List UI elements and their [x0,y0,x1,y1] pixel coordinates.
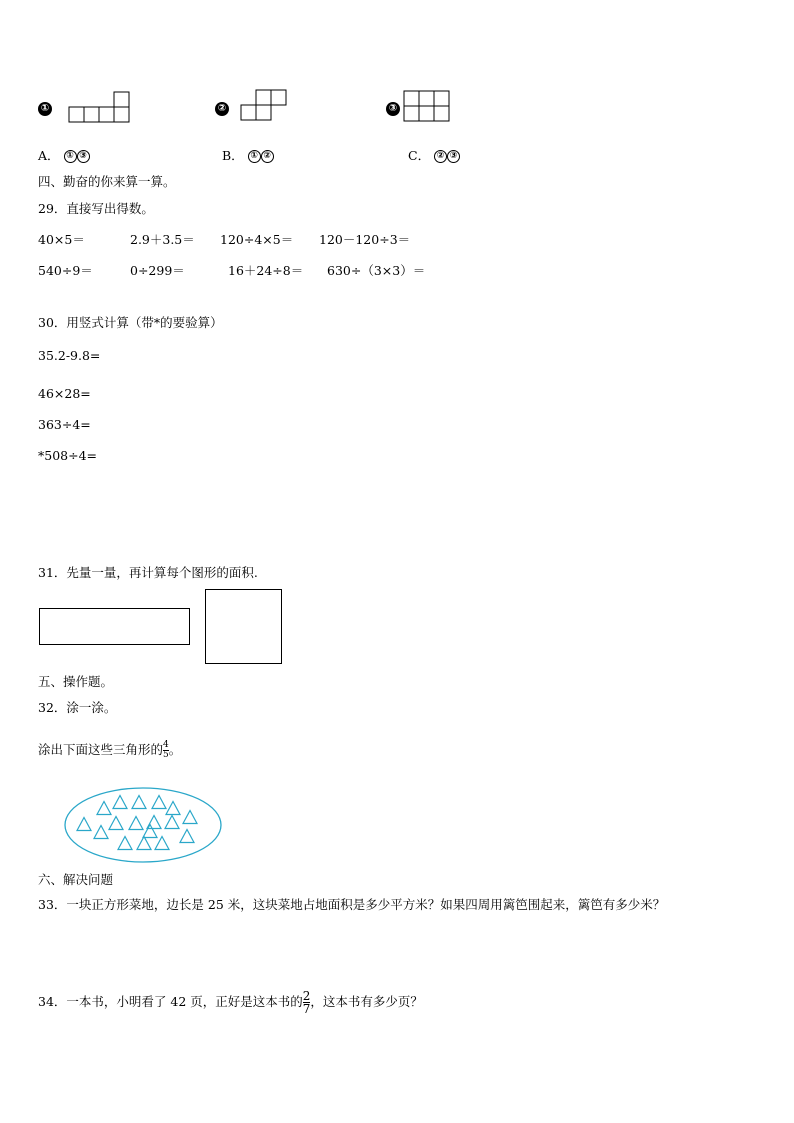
triangle-shape[interactable] [97,802,111,815]
triangle-shape[interactable] [155,837,169,850]
q29-r1-c3: 120÷4×5＝ [220,232,294,247]
option-c-mark-1: ② [434,150,447,163]
triangle-shape[interactable] [180,830,194,843]
triangle-shape[interactable] [183,811,197,824]
q30-title: 30．用竖式计算（带*的要验算） [38,315,223,330]
option-c[interactable]: C． ② ③ [408,146,460,164]
q30-item-2: 46×28= [38,386,91,401]
q31-title: 31．先量一量，再计算每个图形的面积. [38,565,258,580]
triangle-shape[interactable] [113,796,127,809]
q30-item-4: *508÷4= [38,448,98,463]
triangle-shape[interactable] [137,837,151,850]
q29-r2-c1: 540÷9＝ [38,263,93,278]
figure-3-label: ③ [386,100,400,116]
q29-r2-c3: 16＋24÷8＝ [228,263,304,278]
option-b-mark-1: ① [248,150,261,163]
figure-2-label: ② [215,100,229,116]
figure-3-squares [403,90,453,124]
square-shape [205,589,282,664]
q29-r1-c4: 120－120÷3＝ [319,232,411,247]
triangle-shape[interactable] [129,817,143,830]
q30-item-1: 35.2‐9.8= [38,348,101,363]
q30-item-3: 363÷4= [38,417,91,432]
rectangle-shape [39,608,190,645]
q29-r1-c1: 40×5＝ [38,232,85,247]
q34-fraction: $\frac{2}{7}$ [302,989,311,1016]
figure-2-squares [240,89,290,123]
triangle-shape[interactable] [166,802,180,815]
option-a[interactable]: A． ① ③ [38,146,90,164]
q33-text: 33．一块正方形菜地，边长是 25 米，这块菜地占地面积是多少平方米？如果四周用篱笆围起来，篱笆有多少米？ [38,897,666,912]
q32-title: 32．涂一涂。 [38,700,117,715]
option-b-mark-2: ② [261,150,274,163]
triangle-shape[interactable] [165,816,179,829]
triangle-shape[interactable] [77,818,91,831]
option-a-mark-2: ③ [77,150,90,163]
option-b[interactable]: B． ① ② [222,146,274,164]
q29-r1-c2: 2.9＋3.5＝ [130,232,195,247]
figure-1-squares [68,91,132,123]
q29-title: 29．直接写出得数。 [38,201,154,216]
option-c-mark-2: ③ [447,150,460,163]
q29-r2-c4: 630÷（3×3）＝ [327,263,426,278]
triangles-ellipse [64,786,224,864]
triangle-shape[interactable] [143,825,157,838]
triangle-shape[interactable] [132,796,146,809]
q32-fraction: $\frac{4}{5}$ [163,740,169,760]
section-4-title: 四、勤奋的你来算一算。 [38,174,176,189]
section-5-title: 五、操作题。 [38,674,114,689]
triangle-shape[interactable] [109,817,123,830]
triangle-shape[interactable] [152,796,166,809]
figure-1-label: ① [38,100,52,116]
triangle-shape[interactable] [118,837,132,850]
option-a-mark-1: ① [64,150,77,163]
q32-instruction: 涂出下面这些三角形的 $\frac{4}{5}$ 。 [38,740,182,760]
section-6-title: 六、解决问题 [38,872,114,887]
triangle-shape[interactable] [94,826,108,839]
q29-r2-c2: 0÷299＝ [130,263,185,278]
q34-text: 34．一本书，小明看了 42 页，正好是这本书的 $\frac{2}{7}$ ，这本书有多少页？ [38,989,423,1016]
